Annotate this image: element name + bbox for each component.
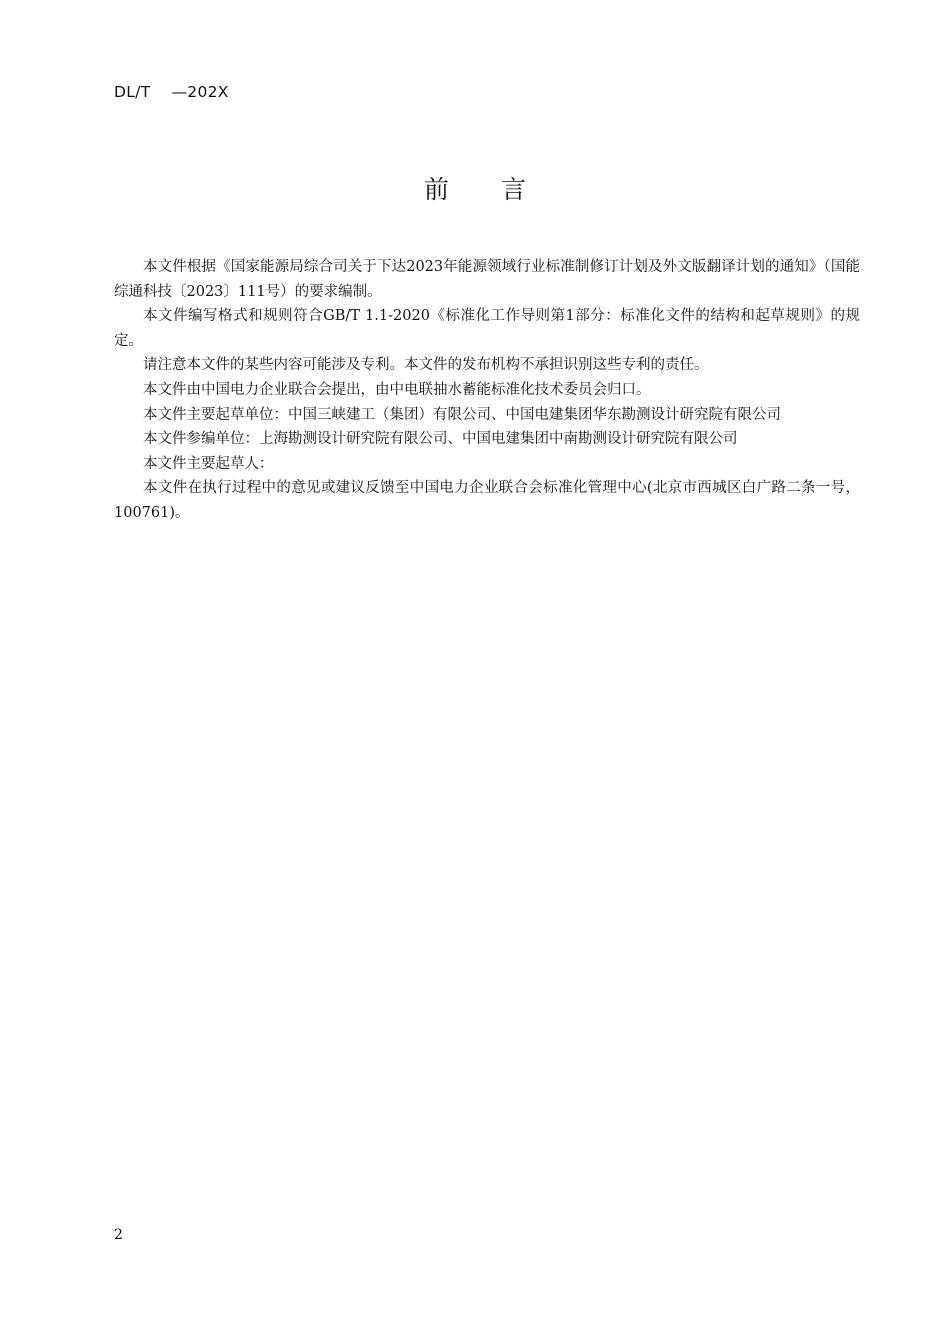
paragraph-drafting-units: 本文件主要起草单位：中国三峡建工（集团）有限公司、中国电建集团华东勘测设计研究院有限公司 <box>143 406 781 423</box>
paragraph-format-rules: 本文件编写格式和规则符合GB/T 1.1-2020《标准化工作导则第1部分：标准化文件的结构和起草规则》的规定。 <box>114 308 860 349</box>
paragraph-feedback: 本文件在执行过程中的意见或建议反馈至中国电力企业联合会标准化管理中心(北京市西城区白广路二条一号，100761)。 <box>114 480 860 521</box>
standard-code-header: DL/T —202X <box>114 83 229 101</box>
paragraph-drafters: 本文件主要起草人： <box>143 455 274 472</box>
paragraph-participating-units: 本文件参编单位：上海勘测设计研究院有限公司、中国电建集团中南勘测设计研究院有限公司 <box>143 431 738 448</box>
page-title: 前 言 <box>424 175 548 204</box>
paragraph-patent-notice: 请注意本文件的某些内容可能涉及专利。本文件的发布机构不承担识别这些专利的责任。 <box>143 357 709 374</box>
paragraph-basis: 本文件根据《国家能源局综合司关于下达2023年能源领域行业标准制修订计划及外文版翻译计划的通知》（国能综通科技〔2023〕111号）的要求编制。 <box>114 259 860 300</box>
document-body <box>114 255 860 526</box>
page-number: 2 <box>114 1227 123 1243</box>
paragraph-proposer: 本文件由中国电力企业联合会提出，由中电联抽水蓄能标准化技术委员会归口。 <box>143 381 651 398</box>
